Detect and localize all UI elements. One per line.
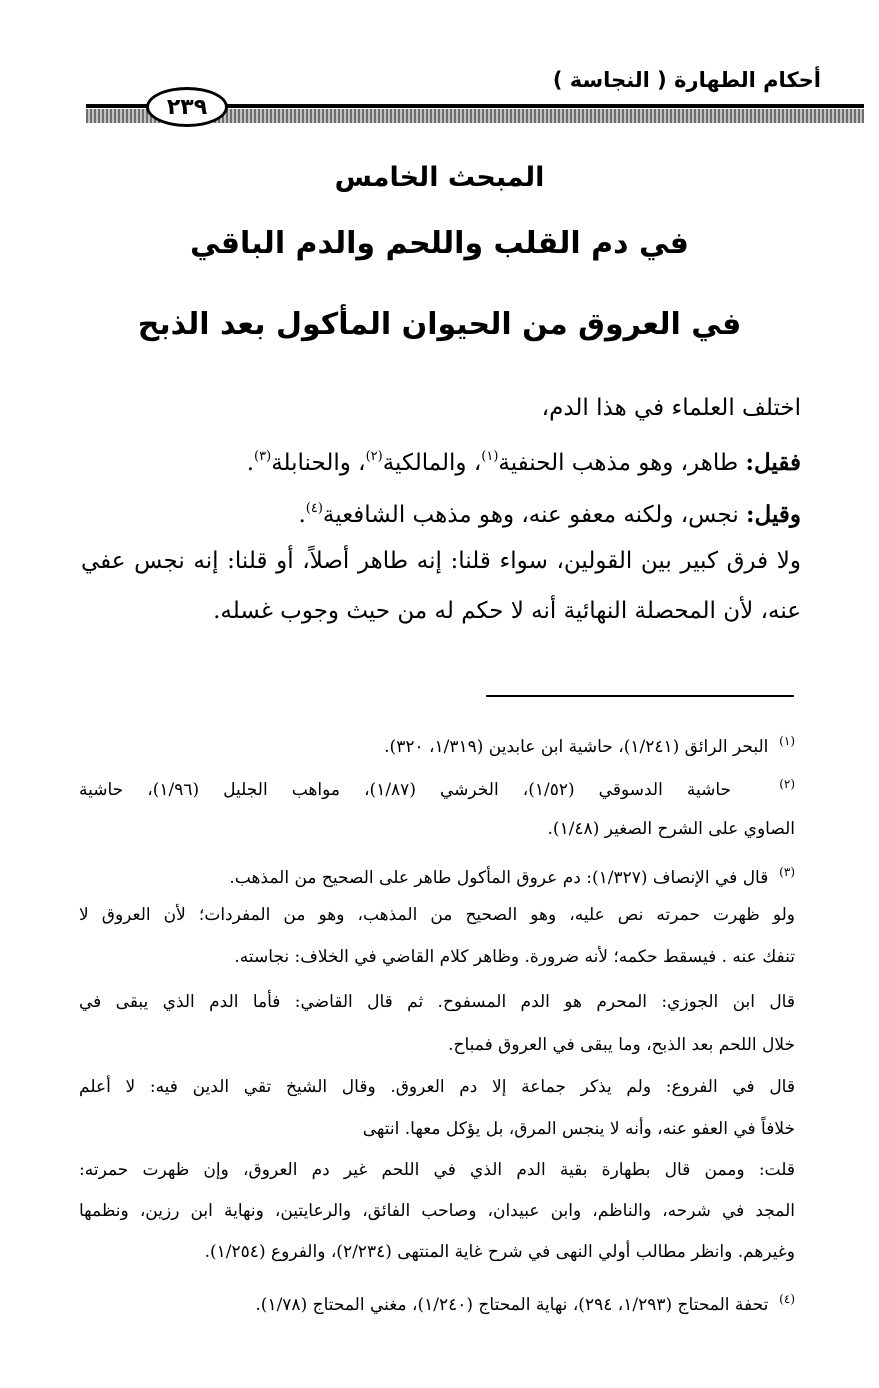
footnote-2-number: (٢) (779, 777, 796, 791)
footnote-3-line-3: تنفك عنه . فيسقط حكمه؛ لأنه ضرورة. وظاهر كلام القاضي في الخلاف: نجاسته. (234, 947, 795, 967)
footnote-2-line-2: الصاوي على الشرح الصغير (١/٤٨). (547, 819, 795, 839)
section-title-line-2: في العروق من الحيوان المأكول بعد الذبح (137, 307, 742, 342)
footnote-3-line-8: قلت: وممن قال بطهارة بقية الدم الذي في اللحم غير دم العروق، وإن ظهرت حمرته: (79, 1160, 795, 1180)
footnote-3-line-5: خلال اللحم بعد الذبح، وما يبقى في العروق فمباح. (448, 1035, 795, 1055)
footnote-3-line-10: وغيرهم. وانظر مطالب أولي النهى في شرح غاية المنتهى (٢/٢٣٤)، والفروع (١/٢٥٤). (204, 1242, 795, 1262)
footnote-3-line-6: قال في الفروع: ولم يذكر جماعة إلا دم العروق. وقال الشيخ تقي الدين فيه: لا أعلم (79, 1077, 795, 1097)
footnote-ref-1: (١) (481, 449, 499, 464)
footnote-4-text: تحفة المحتاج (١/٢٩٣، ٢٩٤)، نهاية المحتاج (١/٢٤٠)، مغني المحتاج (١/٧٨). (255, 1295, 769, 1315)
footnote-3-number: (٣) (779, 865, 795, 879)
footnote-2-text-1: حاشية الدسوقي (١/٥٢)، الخرشي (١/٨٧)، مواهب الجليل (١/٩٦)، حاشية (79, 780, 732, 800)
opinion-2-end: . (298, 502, 306, 528)
footnote-3-line-2: ولو ظهرت حمرته نص عليه، وهو الصحيح من المذهب، وهو من المفردات؛ لأن العروق لا (79, 905, 795, 925)
footnote-ref-3: (٣) (254, 449, 272, 464)
footnote-3-line-7: خلافاً في العفو عنه، وأنه لا ينجس المرق، بل يؤكل معها. انتهى (362, 1119, 795, 1139)
footnote-separator (486, 695, 794, 697)
footnote-3-line-9: المجد في شرحه، والناظم، وابن عبيدان، وصاحب الفائق، والرعايتين، ونهاية ابن رزين، ونظمها (79, 1201, 795, 1221)
paragraph-3-line-1: ولا فرق كبير بين القولين، سواء قلنا: إنه طاهر أصلاً، أو قلنا: إنه نجس عفي (81, 548, 801, 574)
paragraph-3-line-2: عنه، لأن المحصلة النهائية أنه لا حكم له من حيث وجوب غسله. (213, 598, 801, 624)
footnote-3-text-1: قال في الإنصاف (١/٣٢٧): دم عروق المأكول طاهر على الصحيح من المذهب. (229, 868, 769, 888)
footnote-1-text: البحر الرائق (١/٢٤١)، حاشية ابن عابدين (١/٣١٩، ٣٢٠). (384, 737, 769, 757)
section-heading: المبحث الخامس (334, 162, 545, 193)
footnote-3-line-4: قال ابن الجوزي: المحرم هو الدم المسفوح. ثم قال القاضي: فأما الدم الذي يبقى في (79, 992, 795, 1012)
opinion-2-text: نجس، ولكنه معفو عنه، وهو مذهب الشافعية (322, 502, 747, 528)
footnote-4 (255, 1287, 795, 1317)
page-number: ٢٣٩ (146, 87, 228, 127)
running-title: أحكام الطهارة ( النجاسة ) (552, 68, 821, 92)
opinion-1-text-c: ، والحنابلة (271, 450, 366, 476)
footnote-1 (384, 729, 795, 759)
opinion-2 (298, 494, 801, 530)
opinion-1-end: . (246, 450, 255, 476)
body-intro: اختلف العلماء في هذا الدم، (541, 395, 801, 421)
footnote-2-line-1 (79, 772, 795, 802)
footnote-ref-4: (٤) (305, 501, 323, 516)
footnote-3-line-1 (229, 860, 795, 890)
opinion-1 (247, 442, 801, 478)
opinion-2-label: وقيل: (746, 501, 801, 528)
opinion-1-text-a: طاهر، وهو مذهب الحنفية (498, 450, 746, 476)
footnote-1-number: (١) (779, 734, 795, 748)
opinion-1-label: فقيل: (745, 449, 801, 476)
footnote-4-number: (٤) (779, 1292, 795, 1306)
section-title-line-1: في دم القلب واللحم والدم الباقي (190, 226, 689, 261)
footnote-ref-2: (٢) (365, 449, 383, 464)
opinion-1-text-b: ، والمالكية (382, 450, 482, 476)
